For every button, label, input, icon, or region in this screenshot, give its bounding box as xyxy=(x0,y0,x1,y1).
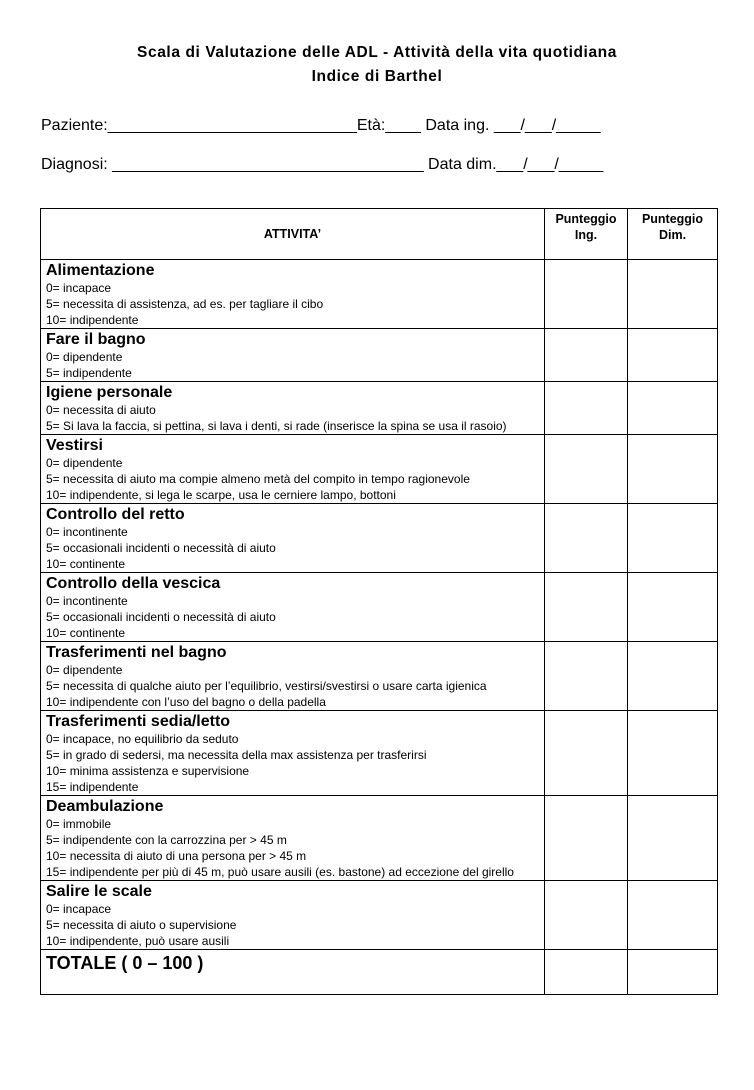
activity-option: 10= indipendente con l’uso del bagno o della padella xyxy=(46,695,326,709)
form-title: Scala di Valutazione delle ADL - Attività della vita quotidiana xyxy=(137,44,617,61)
table-row xyxy=(41,382,718,435)
activity-option: 0= incapace xyxy=(46,281,112,295)
activity-option: 15= indipendente xyxy=(46,780,139,794)
form-subtitle: Indice di Barthel xyxy=(311,68,443,85)
activity-option: 5= occasionali incidenti o necessità di aiuto xyxy=(46,541,276,555)
table-row xyxy=(41,504,718,573)
activity-description xyxy=(41,435,545,504)
table-row xyxy=(41,642,718,711)
activity-option: 0= dipendente xyxy=(46,663,123,677)
score-admission-cell[interactable] xyxy=(545,435,628,504)
activity-option: 5= necessita di assistenza, ad es. per tagliare il cibo xyxy=(46,297,324,311)
activity-description xyxy=(41,382,545,435)
activity-name: Trasferimenti nel bagno xyxy=(46,644,227,661)
activity-name: Controllo della vescica xyxy=(46,575,221,592)
score-discharge-cell[interactable] xyxy=(628,642,718,711)
activity-name: Salire le scale xyxy=(46,883,152,900)
table-row xyxy=(41,260,718,329)
activity-option: 0= incontinente xyxy=(46,525,128,539)
diagnosis-info-line: Diagnosi: ___________________________________ Data dim.___/___/_____ xyxy=(41,156,604,173)
activity-name: Fare il bagno xyxy=(46,331,146,348)
activity-name: Vestirsi xyxy=(46,437,103,454)
activity-name: Trasferimenti sedia/letto xyxy=(46,713,231,730)
activity-option: 10= continente xyxy=(46,626,126,640)
activity-name: Alimentazione xyxy=(46,262,155,279)
score-admission-cell[interactable] xyxy=(545,711,628,796)
activity-description xyxy=(41,504,545,573)
table-row xyxy=(41,796,718,881)
activity-option: 5= necessita di aiuto ma compie almeno metà del compito in tempo ragionevole xyxy=(46,472,470,486)
table-header-row xyxy=(41,209,718,260)
table-row xyxy=(41,329,718,382)
activity-option: 0= incapace xyxy=(46,902,112,916)
score-admission-cell[interactable] xyxy=(545,504,628,573)
header-score-admission xyxy=(545,209,628,260)
activity-description xyxy=(41,329,545,382)
activity-option: 0= dipendente xyxy=(46,350,123,364)
activity-option: 10= minima assistenza e supervisione xyxy=(46,764,250,778)
score-admission-cell[interactable] xyxy=(545,642,628,711)
activity-name: Igiene personale xyxy=(46,384,173,401)
activity-option: 10= continente xyxy=(46,557,126,571)
header-activity: ATTIVITA’ xyxy=(41,209,545,260)
activity-option: 0= immobile xyxy=(46,817,112,831)
total-row xyxy=(41,950,718,995)
activity-name: Controllo del retto xyxy=(46,506,185,523)
table-row xyxy=(41,881,718,950)
score-admission-cell[interactable] xyxy=(545,573,628,642)
score-admission-cell[interactable] xyxy=(545,881,628,950)
activity-description xyxy=(41,573,545,642)
score-discharge-cell[interactable] xyxy=(628,329,718,382)
activity-description xyxy=(41,260,545,329)
total-score-discharge-cell[interactable] xyxy=(628,950,718,995)
score-discharge-cell[interactable] xyxy=(628,573,718,642)
total-label: TOTALE ( 0 – 100 ) xyxy=(41,950,545,995)
score-admission-cell[interactable] xyxy=(545,329,628,382)
table-row xyxy=(41,711,718,796)
activity-option: 10= indipendente, si lega le scarpe, usa le cerniere lampo, bottoni xyxy=(46,488,396,502)
activity-option: 0= dipendente xyxy=(46,456,123,470)
score-admission-cell[interactable] xyxy=(545,260,628,329)
score-discharge-cell[interactable] xyxy=(628,881,718,950)
activity-description xyxy=(41,881,545,950)
activity-description xyxy=(41,642,545,711)
score-admission-cell[interactable] xyxy=(545,796,628,881)
total-score-admission-cell[interactable] xyxy=(545,950,628,995)
activity-option: 5= occasionali incidenti o necessità di aiuto xyxy=(46,610,276,624)
score-discharge-cell[interactable] xyxy=(628,260,718,329)
activity-option: 5= necessita di aiuto o supervisione xyxy=(46,918,237,932)
score-discharge-cell[interactable] xyxy=(628,435,718,504)
header-score-admission-line2: Ing. xyxy=(574,228,598,242)
score-discharge-cell[interactable] xyxy=(628,711,718,796)
score-discharge-cell[interactable] xyxy=(628,382,718,435)
header-score-discharge xyxy=(628,209,718,260)
activity-option: 5= in grado di sedersi, ma necessita della max assistenza per trasferirsi xyxy=(46,748,427,762)
table-row xyxy=(41,573,718,642)
table-row xyxy=(41,435,718,504)
header-score-discharge-line2: Dim. xyxy=(658,228,687,242)
activity-option: 5= Si lava la faccia, si pettina, si lava i denti, si rade (inserisce la spina se usa il rasoio) xyxy=(46,419,507,433)
barthel-table xyxy=(40,208,718,995)
activity-description xyxy=(41,711,545,796)
score-discharge-cell[interactable] xyxy=(628,504,718,573)
activity-option: 15= indipendente per più di 45 m, può usare ausili (es. bastone) ad eccezione del girello xyxy=(46,865,514,879)
activity-option: 10= indipendente xyxy=(46,313,139,327)
patient-info-line: Paziente:____________________________Età:____ Data ing. ___/___/_____ xyxy=(41,117,601,134)
header-score-discharge-line1: Punteggio xyxy=(641,212,704,226)
activity-option: 0= necessita di aiuto xyxy=(46,403,156,417)
activity-option: 5= necessita di qualche aiuto per l’equilibrio, vestirsi/svestirsi o usare carta igienica xyxy=(46,679,487,693)
activity-option: 5= indipendente con la carrozzina per > 45 m xyxy=(46,833,287,847)
score-discharge-cell[interactable] xyxy=(628,796,718,881)
score-admission-cell[interactable] xyxy=(545,382,628,435)
activity-description xyxy=(41,796,545,881)
activity-option: 10= indipendente, può usare ausili xyxy=(46,934,230,948)
activity-name: Deambulazione xyxy=(46,798,164,815)
activity-option: 0= incapace, no equilibrio da seduto xyxy=(46,732,239,746)
activity-option: 5= indipendente xyxy=(46,366,132,380)
activity-option: 10= necessita di aiuto di una persona per > 45 m xyxy=(46,849,307,863)
header-score-admission-line1: Punteggio xyxy=(555,212,617,226)
activity-option: 0= incontinente xyxy=(46,594,128,608)
